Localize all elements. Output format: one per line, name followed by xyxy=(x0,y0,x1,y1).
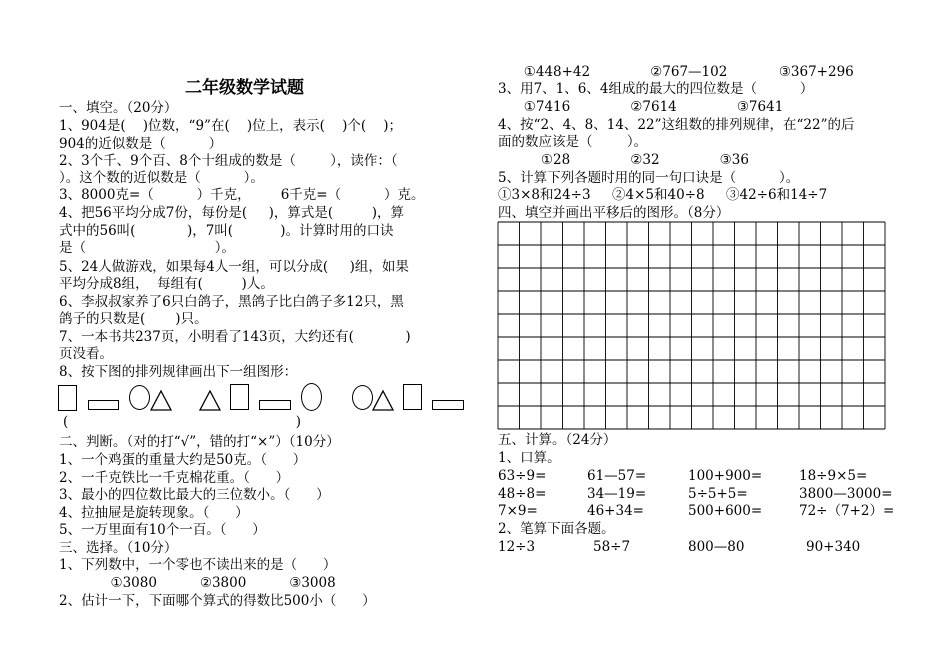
question-6: 6、李叔叔家养了6只白鸽子，黑鸽子比白鸽子多12只，黑 xyxy=(59,294,404,310)
judge-5: 5、一万里面有10个一百。（ ） xyxy=(59,522,266,538)
written-item: 12÷3 xyxy=(498,539,536,555)
question-7: 7、一本书共237页，小明看了143页，大约还有( ) xyxy=(59,329,411,345)
question-5: 5、24人做游戏，如果每4人一组，可以分成( )组，如果 xyxy=(59,259,409,275)
judge-2: 2、一千克铁比一千克棉花重。（ ） xyxy=(59,470,290,486)
judge-3: 3、最小的四位数比最大的三位数小。（ ） xyxy=(59,487,330,503)
oral-item: 100+900= xyxy=(688,468,763,484)
drawing-grid xyxy=(497,221,887,431)
oral-item: 34—19= xyxy=(587,486,647,502)
section-choice-heading: 三、选择。（10分） xyxy=(59,540,178,556)
oral-item: 18÷9×5= xyxy=(799,468,868,484)
question-5-cont: 平均分成8组， 每组有( )人。 xyxy=(59,276,274,292)
section-calc-heading: 五、计算。（24分） xyxy=(498,432,617,448)
question-1-cont: 904的近似数是（ ） xyxy=(59,136,223,152)
question-6-cont: 鸽子的只数是( )只。 xyxy=(59,311,208,327)
section-judge-heading: 二、判断。（对的打“√”，错的打“×”）（10分） xyxy=(59,434,340,450)
question-4-cont2: 是（ ）。 xyxy=(59,240,235,256)
tall-rectangle-shape xyxy=(403,384,422,410)
question-1: 1、904是( )位数，“9”在( )位上，表示( )个( )； xyxy=(59,118,403,134)
question-3: 3、8000克=（ ）千克， 6千克=（ ）克。 xyxy=(59,187,425,203)
judge-4: 4、拉抽屉是旋转现象。（ ） xyxy=(59,505,249,521)
oral-item: 61—57= xyxy=(587,468,647,484)
triangle-shape xyxy=(150,390,172,411)
choice-5: 5、计算下列各题时用的同一句口诀是（ ）。 xyxy=(498,170,800,186)
section-translate-heading: 四、填空并画出平移后的图形。（8分） xyxy=(498,205,730,221)
written-calc-heading: 2、笔算下面各题。 xyxy=(498,521,615,537)
section-fill-in-heading: 一、填空。（20分） xyxy=(59,100,178,116)
oral-item: 5÷5+5= xyxy=(688,486,748,502)
choice-3: 3、用7、1、6、4组成的最大的四位数是（ ） xyxy=(498,81,814,97)
oral-item: 46+34= xyxy=(587,503,644,519)
choice-1-options: ①3080 ②3800 ③3008 xyxy=(59,575,336,591)
oral-item: 7×9= xyxy=(498,503,538,519)
choice-5-options: ①3×8和24÷3 ②4×5和40÷8 ③42÷6和14÷7 xyxy=(498,187,828,203)
choice-1: 1、下列数中，一个零也不读出来的是（ ） xyxy=(59,557,337,573)
oral-calc-heading: 1、口算。 xyxy=(498,450,561,466)
choice-2-options: ①448+42 ②767—102 ③367+296 xyxy=(498,64,854,80)
flat-rectangle-shape xyxy=(88,400,119,410)
judge-1: 1、一个鸡蛋的重量大约是50克。（ ） xyxy=(59,452,307,468)
question-7-cont: 页没看。 xyxy=(59,346,113,362)
written-item: 90+340 xyxy=(806,539,861,555)
triangle-shape xyxy=(372,390,394,411)
oral-item: 72÷（7+2）= xyxy=(799,503,895,519)
ellipse-shape xyxy=(301,383,322,411)
written-item: 58÷7 xyxy=(593,539,631,555)
flat-rectangle-shape xyxy=(259,400,291,410)
tall-rectangle-shape xyxy=(58,385,77,411)
question-2-cont: ）。这个数的近似数是（ ）。 xyxy=(59,170,264,186)
circle-shape xyxy=(352,385,373,410)
choice-3-options: ①7416 ②7614 ③7641 xyxy=(498,99,784,115)
oral-item: 48÷8= xyxy=(498,486,547,502)
question-4-cont: 式中的56叫( )，7叫( )。计算时用的口诀 xyxy=(59,223,394,239)
page-title: 二年级数学试题 xyxy=(185,78,304,98)
triangle-shape xyxy=(199,390,221,411)
oral-item: 3800—3000= xyxy=(799,486,893,502)
choice-4-options: ①28 ②32 ③36 xyxy=(498,152,749,168)
oral-item: 500+600= xyxy=(688,503,763,519)
pattern-answer-blank: ( ) xyxy=(63,414,301,430)
question-4: 4、把56平均分成7份，每份是( )，算式是( )，算 xyxy=(59,205,405,221)
written-item: 800—80 xyxy=(688,539,745,555)
choice-4-cont: 面的数应该是（ ）。 xyxy=(498,134,648,150)
flat-rectangle-shape xyxy=(432,400,464,410)
choice-4: 4、按“2、4、8、14、22”这组数的排列规律，在“22”的后 xyxy=(498,117,855,133)
circle-shape xyxy=(129,385,150,410)
choice-2: 2、估计一下，下面哪个算式的得数比500小（ ） xyxy=(59,593,376,609)
tall-rectangle-shape xyxy=(230,384,249,410)
question-8: 8、按下图的排列规律画出下一组图形： xyxy=(59,364,298,380)
question-2: 2、3个千、9个百、8个十组成的数是（ ），读作：（ xyxy=(59,153,398,169)
oral-item: 63÷9= xyxy=(498,468,547,484)
